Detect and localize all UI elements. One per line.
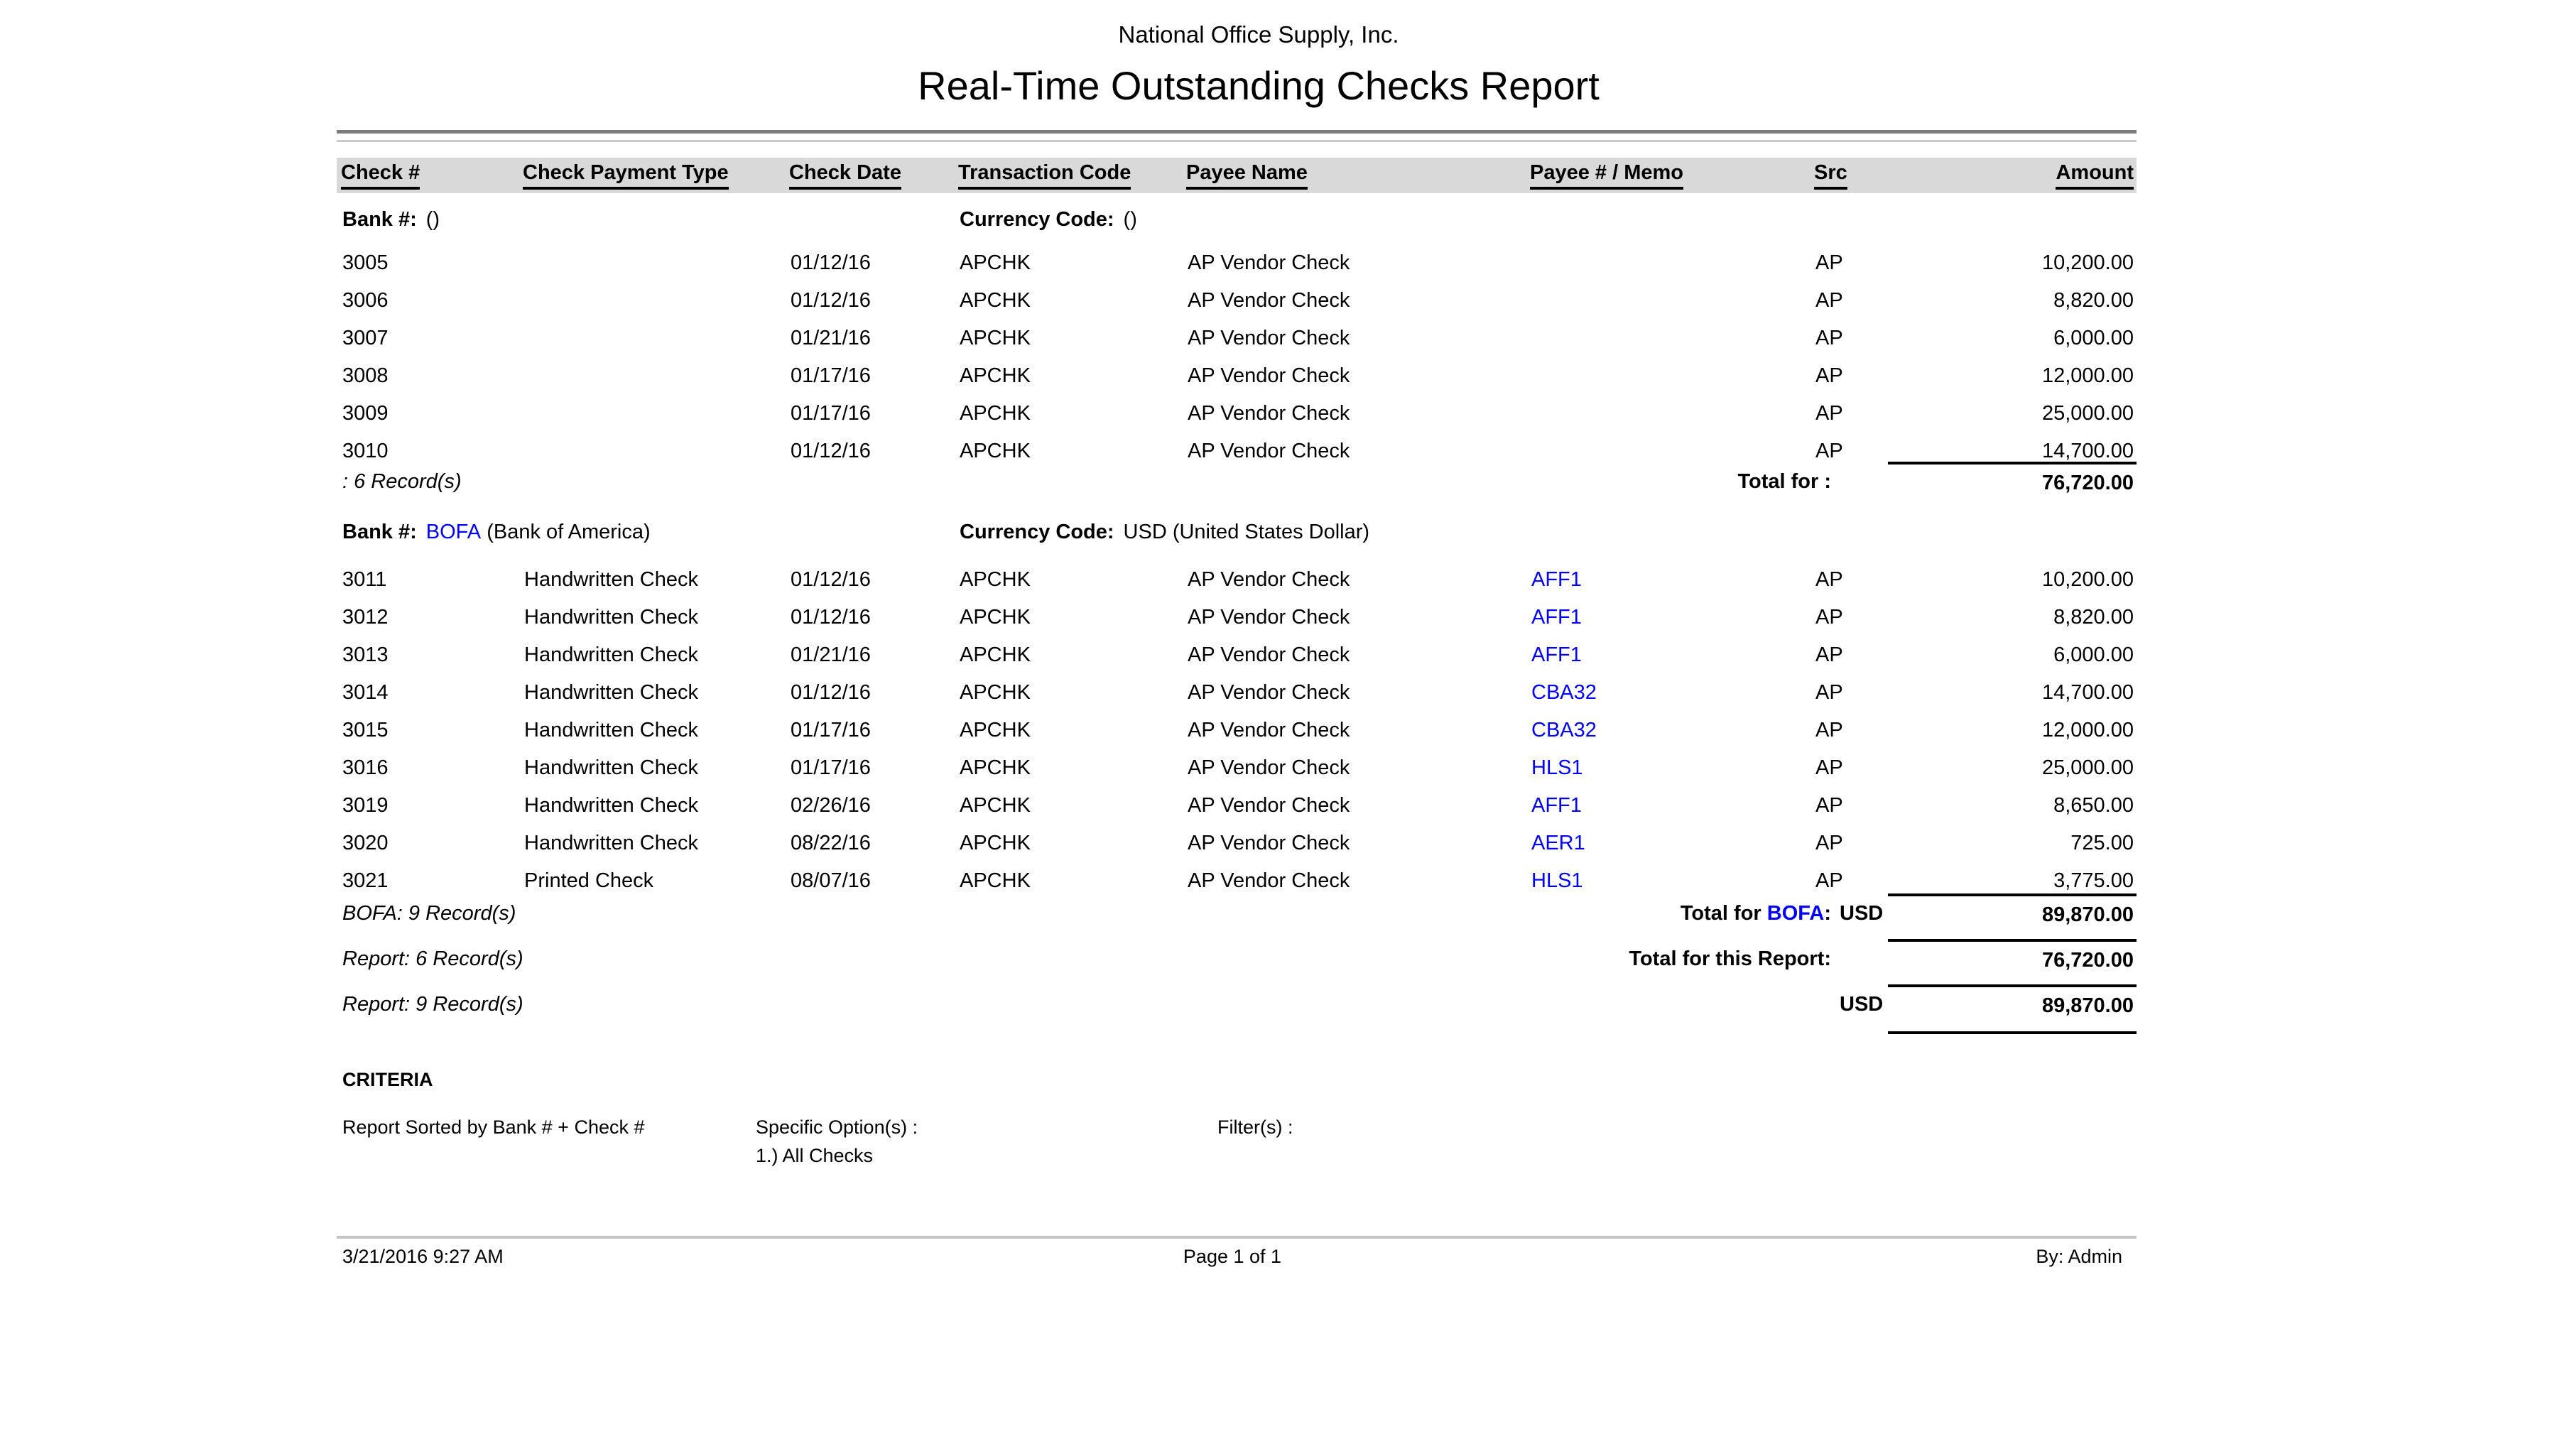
transaction-code-cell: APCHK <box>960 440 1031 462</box>
payment-type-cell: Handwritten Check <box>524 606 698 629</box>
bank-group-header <box>338 205 2137 234</box>
footer-generated-datetime: 3/21/2016 9:27 AM <box>342 1246 504 1267</box>
src-cell: AP <box>1815 251 1843 274</box>
section-total-row <box>338 893 2137 933</box>
amount-cell: 14,700.00 <box>2041 440 2134 462</box>
company-name: National Office Supply, Inc. <box>1118 21 1399 48</box>
src-cell: AP <box>1815 568 1843 591</box>
payee-name-cell: AP Vendor Check <box>1188 643 1350 666</box>
check-number-cell: 3010 <box>342 440 389 462</box>
transaction-code-cell: APCHK <box>960 756 1031 779</box>
check-rows-section-1 <box>338 244 2137 470</box>
criteria-specific-options-label: Specific Option(s) : <box>756 1117 918 1138</box>
total-label: Total for BOFA : <box>1680 901 1831 925</box>
payee-memo-cell <box>1531 681 1815 705</box>
transaction-code-cell: APCHK <box>960 568 1031 591</box>
payee-memo-cell <box>1531 606 1815 629</box>
transaction-code-cell: APCHK <box>960 606 1031 629</box>
table-header-row <box>337 158 2137 193</box>
payment-type-cell: Handwritten Check <box>524 832 698 854</box>
src-cell: AP <box>1815 643 1843 666</box>
amount-cell: 10,200.00 <box>2041 251 2134 274</box>
check-date-cell: 01/12/16 <box>791 681 871 704</box>
payee-memo-link[interactable]: HLS1 <box>1531 756 1583 779</box>
amount-cell: 14,700.00 <box>2041 681 2134 704</box>
check-number-cell: 3009 <box>342 402 389 425</box>
bank-code-link[interactable]: BOFA <box>1766 901 1825 925</box>
criteria-heading: CRITERIA <box>342 1069 433 1090</box>
payee-memo-link[interactable]: AFF1 <box>1531 568 1582 591</box>
footer-divider <box>337 1236 2137 1239</box>
transaction-code-cell: APCHK <box>960 364 1031 387</box>
payee-memo-link[interactable]: AFF1 <box>1531 643 1582 666</box>
transaction-code-cell: APCHK <box>960 289 1031 312</box>
transaction-code-cell: APCHK <box>960 643 1031 666</box>
payee-name-cell: AP Vendor Check <box>1188 440 1350 462</box>
check-date-cell: 08/07/16 <box>791 869 871 892</box>
criteria-specific-options <box>756 1117 1217 1167</box>
report-total-row <box>338 939 2137 979</box>
payment-type-cell: Handwritten Check <box>524 568 698 591</box>
total-label: Total for this Report: <box>1629 947 1831 970</box>
col-header-payee-memo: Payee # / Memo <box>1530 161 1814 190</box>
payee-memo-cell <box>1531 756 1815 780</box>
check-date-cell: 01/17/16 <box>791 364 871 387</box>
transaction-code-cell: APCHK <box>960 719 1031 741</box>
col-header-payee-name: Payee Name <box>1186 161 1530 190</box>
payee-name-cell: AP Vendor Check <box>1188 756 1350 779</box>
table-row <box>338 787 2137 825</box>
grand-total-closing-rule <box>1888 1031 2137 1034</box>
table-row <box>338 749 2137 787</box>
payee-memo-cell <box>1531 869 1815 893</box>
check-date-cell: 02/26/16 <box>791 794 871 817</box>
table-row <box>338 674 2137 712</box>
check-number-cell: 3014 <box>342 681 389 704</box>
table-row <box>338 320 2137 357</box>
check-number-cell: 3011 <box>342 568 387 591</box>
amount-cell: 725.00 <box>2070 832 2134 854</box>
payee-name-cell: AP Vendor Check <box>1188 794 1350 817</box>
check-number-cell: 3012 <box>342 606 389 629</box>
amount-cell: 6,000.00 <box>2053 327 2134 349</box>
src-cell: AP <box>1815 402 1843 425</box>
check-date-cell: 01/12/16 <box>791 568 871 591</box>
amount-cell: 3,775.00 <box>2053 869 2134 892</box>
report-total-row <box>338 984 2137 1024</box>
check-number-cell: 3019 <box>342 794 389 817</box>
record-count: Report: 9 Record(s) <box>342 992 523 1016</box>
check-date-cell: 01/12/16 <box>791 440 871 462</box>
payee-name-cell: AP Vendor Check <box>1188 869 1350 892</box>
criteria-specific-options-value: 1.) All Checks <box>756 1145 874 1166</box>
total-label: Total for : <box>1737 469 1831 493</box>
check-number-cell: 3020 <box>342 832 389 854</box>
check-number-cell: 3013 <box>342 643 389 666</box>
payee-memo-link[interactable]: CBA32 <box>1531 681 1597 704</box>
table-row <box>338 282 2137 320</box>
record-count: BOFA: 9 Record(s) <box>342 901 516 925</box>
criteria-filters-label: Filter(s) : <box>1217 1117 1293 1138</box>
payee-name-cell: AP Vendor Check <box>1188 606 1350 629</box>
payee-memo-cell <box>1531 568 1815 592</box>
table-row <box>338 561 2137 599</box>
check-rows-section-2 <box>338 561 2137 900</box>
table-row <box>338 395 2137 433</box>
src-cell: AP <box>1815 440 1843 462</box>
table-row <box>338 636 2137 674</box>
criteria-sort-order: Report Sorted by Bank # + Check # <box>342 1117 645 1138</box>
check-number-cell: 3021 <box>342 869 389 892</box>
amount-cell: 8,820.00 <box>2053 606 2134 629</box>
table-row <box>338 712 2137 749</box>
col-header-check-number: Check # <box>337 161 523 190</box>
src-cell: AP <box>1815 719 1843 741</box>
col-header-src: Src <box>1814 161 1921 190</box>
amount-cell: 10,200.00 <box>2041 568 2134 591</box>
table-row <box>338 825 2137 862</box>
amount-cell: 8,820.00 <box>2053 289 2134 312</box>
total-amount: 89,870.00 <box>1888 893 2137 933</box>
total-currency <box>1831 939 1888 979</box>
transaction-code-cell: APCHK <box>960 794 1031 817</box>
currency-code: Currency Code: () <box>960 207 1137 231</box>
report-totals <box>338 939 2137 1030</box>
amount-cell: 6,000.00 <box>2053 643 2134 666</box>
src-cell: AP <box>1815 606 1843 629</box>
record-count: Report: 6 Record(s) <box>342 947 523 970</box>
payee-name-cell: AP Vendor Check <box>1188 681 1350 704</box>
report-footer <box>338 1246 2137 1268</box>
payee-memo-link[interactable]: AER1 <box>1531 832 1585 854</box>
payment-type-cell: Handwritten Check <box>524 719 698 741</box>
currency-code: Currency Code: USD (United States Dollar) <box>960 520 1370 543</box>
transaction-code-cell: APCHK <box>960 327 1031 349</box>
check-number-cell: 3015 <box>342 719 389 741</box>
footer-generated-by: By: Admin <box>2036 1246 2122 1267</box>
total-amount: 89,870.00 <box>1888 984 2137 1024</box>
payment-type-cell: Handwritten Check <box>524 756 698 779</box>
check-date-cell: 01/21/16 <box>791 643 871 666</box>
page-title: Real-Time Outstanding Checks Report <box>918 63 1600 108</box>
payee-name-cell: AP Vendor Check <box>1188 251 1350 274</box>
payment-type-cell: Handwritten Check <box>524 643 698 666</box>
payee-memo-link[interactable]: AFF1 <box>1531 794 1582 817</box>
payee-name-cell: AP Vendor Check <box>1188 327 1350 349</box>
col-header-transaction-code: Transaction Code <box>958 161 1186 190</box>
src-cell: AP <box>1815 794 1843 817</box>
amount-cell: 25,000.00 <box>2041 756 2134 779</box>
payee-name-cell: AP Vendor Check <box>1188 568 1350 591</box>
transaction-code-cell: APCHK <box>960 869 1031 892</box>
bank-group-header <box>338 517 2137 547</box>
check-date-cell: 01/21/16 <box>791 327 871 349</box>
check-number-cell: 3007 <box>342 327 389 349</box>
src-cell: AP <box>1815 756 1843 779</box>
criteria-section <box>342 1117 2132 1167</box>
total-currency <box>1831 462 1888 501</box>
payee-name-cell: AP Vendor Check <box>1188 719 1350 741</box>
src-cell: AP <box>1815 832 1843 854</box>
payee-memo-link[interactable]: AFF1 <box>1531 606 1582 629</box>
check-date-cell: 01/12/16 <box>791 289 871 312</box>
transaction-code-cell: APCHK <box>960 832 1031 854</box>
payee-memo-link[interactable]: HLS1 <box>1531 869 1583 892</box>
payee-memo-link[interactable]: CBA32 <box>1531 719 1597 741</box>
check-date-cell: 01/17/16 <box>791 402 871 425</box>
table-row <box>338 244 2137 282</box>
check-date-cell: 01/12/16 <box>791 606 871 629</box>
payment-type-cell: Handwritten Check <box>524 681 698 704</box>
total-currency: USD <box>1840 992 1884 1016</box>
col-header-payment-type: Check Payment Type <box>523 161 789 190</box>
title-divider-dark <box>337 130 2137 134</box>
total-currency: USD <box>1840 901 1884 925</box>
check-number-cell: 3008 <box>342 364 389 387</box>
bank-number: Bank #: () <box>342 207 440 231</box>
record-count: : 6 Record(s) <box>342 469 462 493</box>
total-amount: 76,720.00 <box>1888 462 2137 501</box>
bank-code-link[interactable]: BOFA <box>425 520 482 543</box>
payment-type-cell: Printed Check <box>524 869 654 892</box>
payee-name-cell: AP Vendor Check <box>1188 289 1350 312</box>
payee-memo-cell <box>1531 832 1815 855</box>
footer-page-number: Page 1 of 1 <box>1183 1246 1282 1267</box>
payee-memo-cell <box>1531 643 1815 667</box>
section-total-row <box>338 462 2137 501</box>
payee-memo-cell <box>1531 794 1815 817</box>
check-date-cell: 01/12/16 <box>791 251 871 274</box>
table-row <box>338 357 2137 395</box>
payee-name-cell: AP Vendor Check <box>1188 364 1350 387</box>
payment-type-cell: Handwritten Check <box>524 794 698 817</box>
check-number-cell: 3016 <box>342 756 389 779</box>
src-cell: AP <box>1815 681 1843 704</box>
col-header-amount: Amount <box>1921 161 2137 190</box>
check-number-cell: 3006 <box>342 289 389 312</box>
total-amount: 76,720.00 <box>1888 939 2137 979</box>
bank-number: Bank #: BOFA (Bank of America) <box>342 520 651 543</box>
check-number-cell: 3005 <box>342 251 389 274</box>
src-cell: AP <box>1815 364 1843 387</box>
amount-cell: 25,000.00 <box>2041 402 2134 425</box>
check-date-cell: 01/17/16 <box>791 719 871 741</box>
src-cell: AP <box>1815 327 1843 349</box>
payee-name-cell: AP Vendor Check <box>1188 832 1350 854</box>
title-divider-light <box>337 140 2137 142</box>
transaction-code-cell: APCHK <box>960 402 1031 425</box>
total-label <box>1476 984 1831 1024</box>
transaction-code-cell: APCHK <box>960 251 1031 274</box>
check-date-cell: 01/17/16 <box>791 756 871 779</box>
src-cell: AP <box>1815 289 1843 312</box>
transaction-code-cell: APCHK <box>960 681 1031 704</box>
report-content <box>338 0 2137 1456</box>
payee-name-cell: AP Vendor Check <box>1188 402 1350 425</box>
amount-cell: 12,000.00 <box>2041 364 2134 387</box>
amount-cell: 8,650.00 <box>2053 794 2134 817</box>
src-cell: AP <box>1815 869 1843 892</box>
col-header-check-date: Check Date <box>789 161 958 190</box>
payee-memo-cell <box>1531 719 1815 742</box>
amount-cell: 12,000.00 <box>2041 719 2134 741</box>
table-row <box>338 599 2137 636</box>
check-date-cell: 08/22/16 <box>791 832 871 854</box>
